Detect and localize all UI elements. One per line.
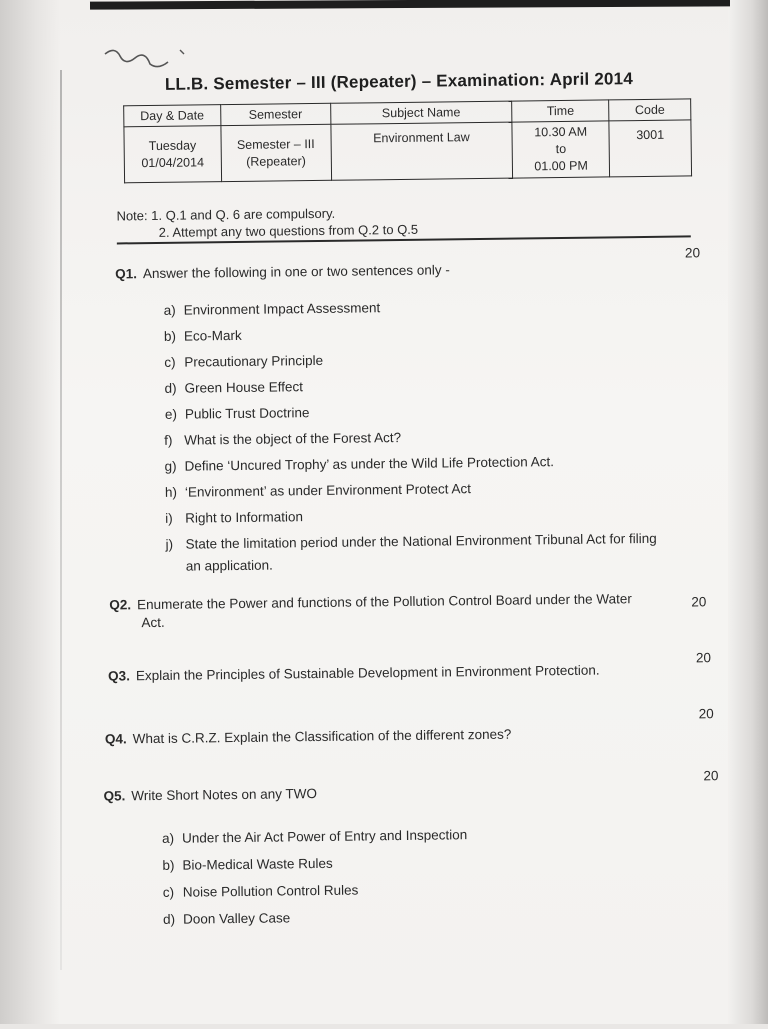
list-item: e) Public Trust Doctrine [164,405,310,422]
header-semester: Semester [220,103,330,125]
note-text-1: 1. Q.1 and Q. 6 are compulsory. [151,205,336,224]
header-time: Time [512,100,609,122]
exam-title: LL.B. Semester – III (Repeater) – Examination: April 2014 [164,69,634,94]
table-row [124,120,692,183]
question-1-marks: 20 [684,245,701,261]
question-4 [105,727,512,747]
list-item: g) Define ‘Uncured Trophy’ as under the Wild Life Protection Act. [164,454,555,474]
cell-subject: Environment Law [331,122,513,180]
exam-details-table [123,98,692,183]
list-item: a) Environment Impact Assessment [163,300,381,318]
question-3-text: Explain the Principles of Sustainable Development in Environment Protection. [135,662,600,684]
list-item: d) Doon Valley Case [163,910,291,927]
question-4-marks: 20 [698,706,714,722]
list-item: j) State the limitation period under the National Environment Tribunal Act for filing [165,530,657,552]
header-code: Code [609,99,691,121]
list-item: d) Green House Effect [164,379,304,396]
list-item: i) Right to Information [165,509,304,526]
note-line-1 [116,205,418,224]
list-item: a) Under the Air Act Power of Entry and Inspection [162,827,468,846]
list-item: b) Eco-Mark [163,327,242,344]
question-2-number: Q2. [109,597,132,613]
question-2-marks: 20 [691,594,707,610]
question-5-number: Q5. [103,788,126,804]
question-4-number: Q4. [104,731,127,747]
question-4-text: What is C.R.Z. Explain the Classification of the different zones? [132,726,512,747]
instructions-note [116,205,418,241]
question-3 [108,663,600,684]
question-5-marks: 20 [703,768,719,784]
list-item: f) What is the object of the Forest Act? [164,429,402,448]
question-1-text: Answer the following in one or two sentences only - [142,262,450,282]
cell-day-date: Tuesday 01/04/2014 [124,126,221,183]
note-line-2: 2. Attempt any two questions from Q.2 to Q.5 [158,221,419,240]
cell-time: 10.30 AM to 01.00 PM [512,121,610,178]
list-item-continuation: an application. [185,557,273,574]
list-item: b) Bio-Medical Waste Rules [162,855,333,873]
question-3-number: Q3. [108,668,130,684]
question-3-marks: 20 [695,650,712,666]
list-item: c) Precautionary Principle [164,352,324,370]
list-item: c) Noise Pollution Control Rules [162,882,359,900]
header-day-date: Day & Date [124,105,221,127]
question-2-continuation: Act. [141,614,165,631]
list-item: h) ‘Environment’ as under Environment Protect Act [164,481,472,500]
header-subject: Subject Name [330,101,512,124]
question-2 [109,591,632,612]
question-5 [104,786,318,804]
question-2-text: Enumerate the Power and functions of the Pollution Control Board under the Water [136,591,632,613]
note-label: Note: [116,208,148,224]
cell-code: 3001 [609,120,691,177]
question-5-text: Write Short Notes on any TWO [131,786,318,804]
question-1-number: Q1. [115,266,138,282]
question-1 [115,262,450,281]
cell-semester: Semester – III (Repeater) [221,124,332,181]
